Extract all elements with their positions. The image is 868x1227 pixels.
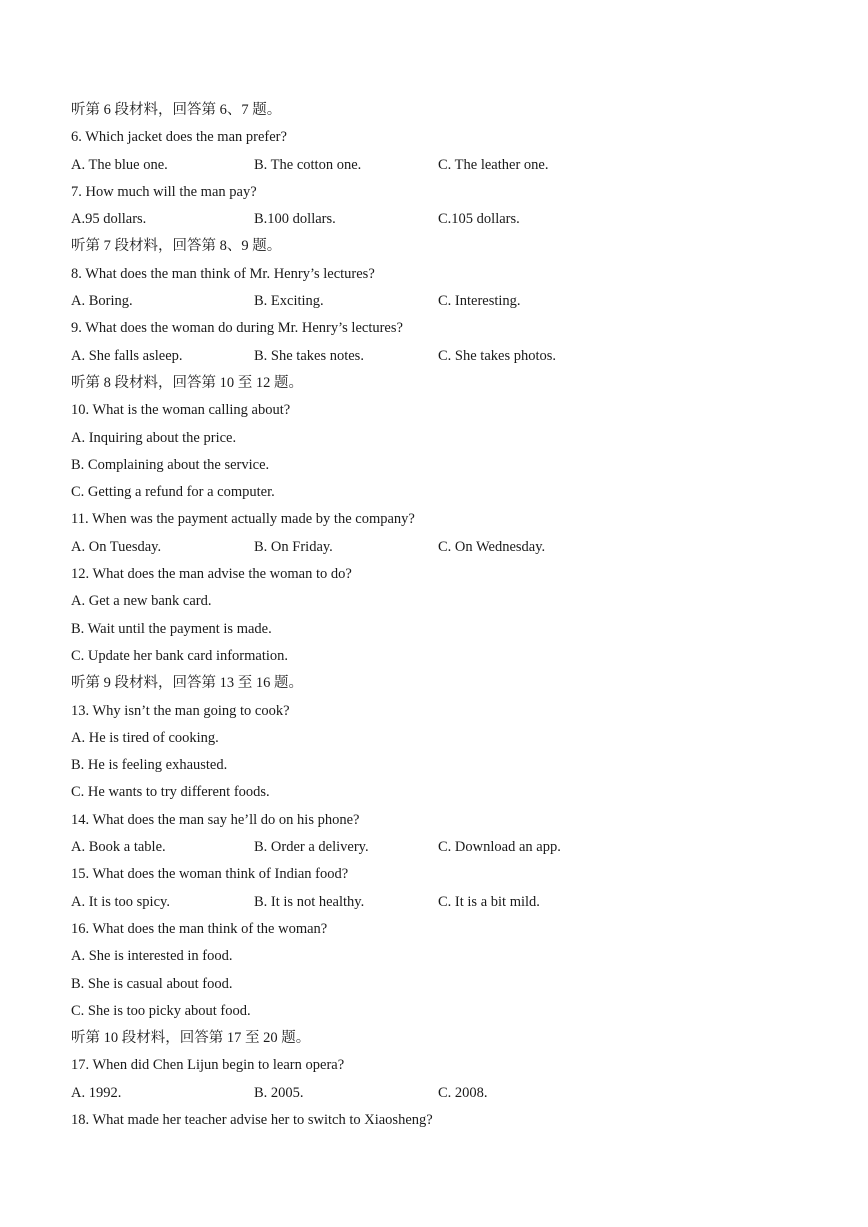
question-text: 13. Why isn’t the man going to cook?: [71, 702, 290, 719]
option-c: C. On Wednesday.: [438, 538, 546, 555]
option-row: [71, 1080, 831, 1107]
option-c: C. Download an app.: [438, 839, 561, 856]
option-a: A. The blue one.: [71, 156, 168, 173]
option-a: A. 1992.: [71, 1084, 122, 1101]
question-text: 14. What does the man say he’ll do on his phone?: [71, 811, 360, 828]
option-a: A. It is too spicy.: [71, 893, 170, 910]
option-c: C. The leather one.: [438, 156, 549, 173]
question-text: 10. What is the woman calling about?: [71, 402, 291, 419]
option-line: C. Getting a refund for a computer.: [71, 484, 275, 501]
option-b: B. The cotton one.: [254, 156, 362, 173]
section-heading: 听第 6 段材料，回答第 6、7 题。: [71, 102, 282, 118]
option-c: C. She takes photos.: [438, 347, 557, 364]
option-c: C. Interesting.: [438, 293, 521, 310]
option-c: C.105 dollars.: [438, 211, 520, 228]
option-b: B. On Friday.: [254, 538, 333, 555]
question-text: 6. Which jacket does the man prefer?: [71, 129, 287, 146]
option-line: A. She is interested in food.: [71, 948, 233, 965]
option-line: C. He wants to try different foods.: [71, 784, 270, 801]
question-text: 16. What does the man think of the woman?: [71, 920, 328, 937]
section-heading: 听第 9 段材料，回答第 13 至 16 题。: [71, 675, 303, 692]
option-b: B. Exciting.: [254, 293, 324, 310]
option-row: [71, 288, 831, 315]
section-heading: 听第 10 段材料，回答第 17 至 20 题。: [71, 1030, 311, 1047]
option-line: A. He is tired of cooking.: [71, 729, 219, 746]
question-text: 11. When was the payment actually made by the company?: [71, 511, 415, 528]
option-line: B. He is feeling exhausted.: [71, 757, 228, 774]
question-text: 17. When did Chen Lijun begin to learn opera?: [71, 1057, 345, 1074]
option-line: A. Inquiring about the price.: [71, 429, 237, 446]
option-c: C. 2008.: [438, 1084, 488, 1101]
option-line: B. Complaining about the service.: [71, 456, 270, 473]
option-row: [71, 206, 831, 233]
option-line: C. She is too picky about food.: [71, 1002, 251, 1019]
option-row: [71, 834, 831, 861]
option-b: B.100 dollars.: [254, 211, 336, 228]
option-row: [71, 343, 831, 370]
option-line: C. Update her bank card information.: [71, 647, 289, 664]
option-a: A. She falls asleep.: [71, 347, 183, 364]
option-row: [71, 152, 831, 179]
exam-content: [71, 97, 831, 1134]
option-line: B. Wait until the payment is made.: [71, 620, 272, 637]
option-row: [71, 534, 831, 561]
section-heading: 听第 8 段材料，回答第 10 至 12 题。: [71, 374, 303, 391]
option-b: B. Order a delivery.: [254, 839, 369, 856]
option-b: B. 2005.: [254, 1084, 304, 1101]
question-text: 12. What does the man advise the woman to do?: [71, 566, 352, 583]
option-b: B. She takes notes.: [254, 347, 364, 364]
question-text: 7. How much will the man pay?: [71, 183, 257, 200]
option-a: A. Book a table.: [71, 839, 166, 856]
question-text: 9. What does the woman do during Mr. Henry’s lectures?: [71, 320, 403, 337]
option-c: C. It is a bit mild.: [438, 893, 540, 910]
option-b: B. It is not healthy.: [254, 893, 365, 910]
question-text: 18. What made her teacher advise her to switch to Xiaosheng?: [71, 1111, 433, 1128]
question-text: 15. What does the woman think of Indian food?: [71, 866, 349, 883]
option-line: B. She is casual about food.: [71, 975, 233, 992]
option-line: A. Get a new bank card.: [71, 593, 212, 610]
option-row: [71, 889, 831, 916]
option-a: A. Boring.: [71, 293, 133, 310]
option-a: A. On Tuesday.: [71, 538, 162, 555]
question-text: 8. What does the man think of Mr. Henry’s lectures?: [71, 265, 375, 282]
section-heading: 听第 7 段材料，回答第 8、9 题。: [71, 238, 282, 255]
option-a: A.95 dollars.: [71, 211, 147, 228]
